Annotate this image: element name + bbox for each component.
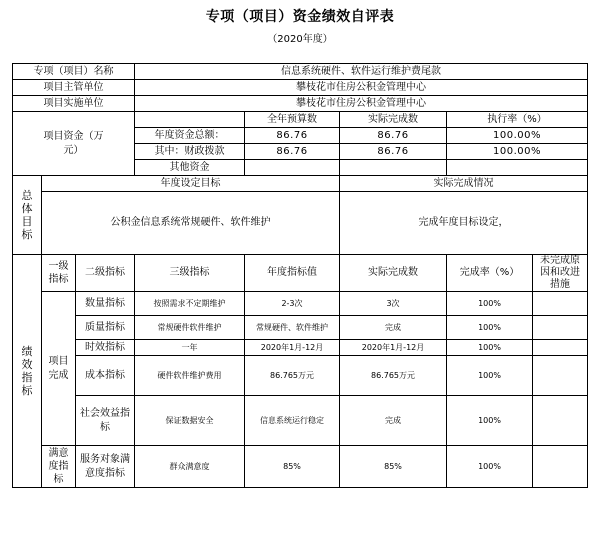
row-reason (533, 356, 588, 396)
row-rate: 100% (447, 396, 533, 446)
funds-total-label: 年度资金总额： (135, 128, 245, 144)
funds-total-actual: 86.76 (340, 128, 447, 144)
funds-header-blank (135, 112, 245, 128)
row-rate: 100% (447, 316, 533, 340)
row-project-name (13, 64, 588, 80)
row-level3: 群众满意度 (135, 446, 245, 488)
row-actual: 3次 (340, 292, 447, 316)
header-level3: 三级指标 (135, 255, 245, 292)
table-row (13, 356, 588, 396)
row-project-dept (13, 80, 588, 96)
funds-fiscal-rate: 100.00% (447, 144, 588, 160)
row-level2: 成本指标 (76, 356, 135, 396)
header-level1: 一级指标 (42, 255, 76, 292)
project-impl-value: 攀枝花市住房公积金管理中心 (135, 96, 588, 112)
funds-col-rate: 执行率（%） (447, 112, 588, 128)
funds-fiscal-actual: 86.76 (340, 144, 447, 160)
row-actual: 85% (340, 446, 447, 488)
table-row (13, 340, 588, 356)
table-row (13, 446, 588, 488)
table-row (13, 316, 588, 340)
funds-fiscal-budget: 86.76 (245, 144, 340, 160)
row-reason (533, 292, 588, 316)
row-level2: 时效指标 (76, 340, 135, 356)
funds-total-budget: 86.76 (245, 128, 340, 144)
row-level3: 常规硬件软件维护 (135, 316, 245, 340)
row-goals-content (13, 192, 588, 255)
row-rate: 100% (447, 340, 533, 356)
group-output: 项目完成 (42, 292, 76, 446)
row-funds-header (13, 112, 588, 128)
project-name-label: 专项（项目）名称 (13, 64, 135, 80)
funds-fiscal-label: 其中：财政拨款 (135, 144, 245, 160)
goals-col-set: 年度设定目标 (42, 176, 340, 192)
row-reason (533, 446, 588, 488)
header-level2: 二级指标 (76, 255, 135, 292)
row-goals-header (13, 176, 588, 192)
project-dept-label: 项目主管单位 (13, 80, 135, 96)
project-impl-label: 项目实施单位 (13, 96, 135, 112)
funds-other-rate (447, 160, 588, 176)
project-name-value: 信息系统硬件、软件运行维护费尾款 (135, 64, 588, 80)
funds-label: 项目资金（万元） (13, 112, 135, 176)
row-rate: 100% (447, 356, 533, 396)
row-reason (533, 396, 588, 446)
row-level2: 质量指标 (76, 316, 135, 340)
goals-label: 总体目标 (13, 176, 42, 255)
funds-other-label: 其他资金 (135, 160, 245, 176)
row-target: 常规硬件、软件维护 (245, 316, 340, 340)
row-level2: 数量指标 (76, 292, 135, 316)
goals-actual-text: 完成年度目标设定， (340, 192, 588, 255)
goals-set-text: 公积金信息系统常规硬件、软件维护 (42, 192, 340, 255)
row-actual: 86.765万元 (340, 356, 447, 396)
row-level3: 保证数据安全 (135, 396, 245, 446)
funds-col-budget: 全年预算数 (245, 112, 340, 128)
row-rate: 100% (447, 446, 533, 488)
row-reason (533, 340, 588, 356)
row-target: 86.765万元 (245, 356, 340, 396)
row-level2: 社会效益指标 (76, 396, 135, 446)
row-target: 2020年1月-12月 (245, 340, 340, 356)
row-actual: 完成 (340, 396, 447, 446)
page-title: 专项（项目）资金绩效自评表 (205, 9, 395, 25)
header-reason: 未完成原因和改进措施 (533, 255, 588, 292)
group-satisfaction: 满意度指标 (42, 446, 76, 488)
row-target: 信息系统运行稳定 (245, 396, 340, 446)
goals-col-actual: 实际完成情况 (340, 176, 588, 192)
row-target: 2-3次 (245, 292, 340, 316)
row-level3: 按照需求不定期维护 (135, 292, 245, 316)
header-target: 年度指标值 (245, 255, 340, 292)
row-reason (533, 316, 588, 340)
page-year: （2020年度） (267, 34, 333, 45)
row-level3: 一年 (135, 340, 245, 356)
funds-total-rate: 100.00% (447, 128, 588, 144)
row-actual: 完成 (340, 316, 447, 340)
row-level2: 服务对象满意度指标 (76, 446, 135, 488)
funds-other-budget (245, 160, 340, 176)
evaluation-table (12, 63, 588, 488)
project-dept-value: 攀枝花市住房公积金管理中心 (135, 80, 588, 96)
header-rate: 完成率（%） (447, 255, 533, 292)
header-actual: 实际完成数 (340, 255, 447, 292)
row-indicator-headers (13, 255, 588, 292)
row-actual: 2020年1月-12月 (340, 340, 447, 356)
row-rate: 100% (447, 292, 533, 316)
table-row (13, 292, 588, 316)
funds-col-actual: 实际完成数 (340, 112, 447, 128)
indicators-label: 绩效指标 (13, 255, 42, 488)
row-project-impl (13, 96, 588, 112)
row-target: 85% (245, 446, 340, 488)
table-row (13, 396, 588, 446)
funds-other-actual (340, 160, 447, 176)
row-level3: 硬件软件维护费用 (135, 356, 245, 396)
